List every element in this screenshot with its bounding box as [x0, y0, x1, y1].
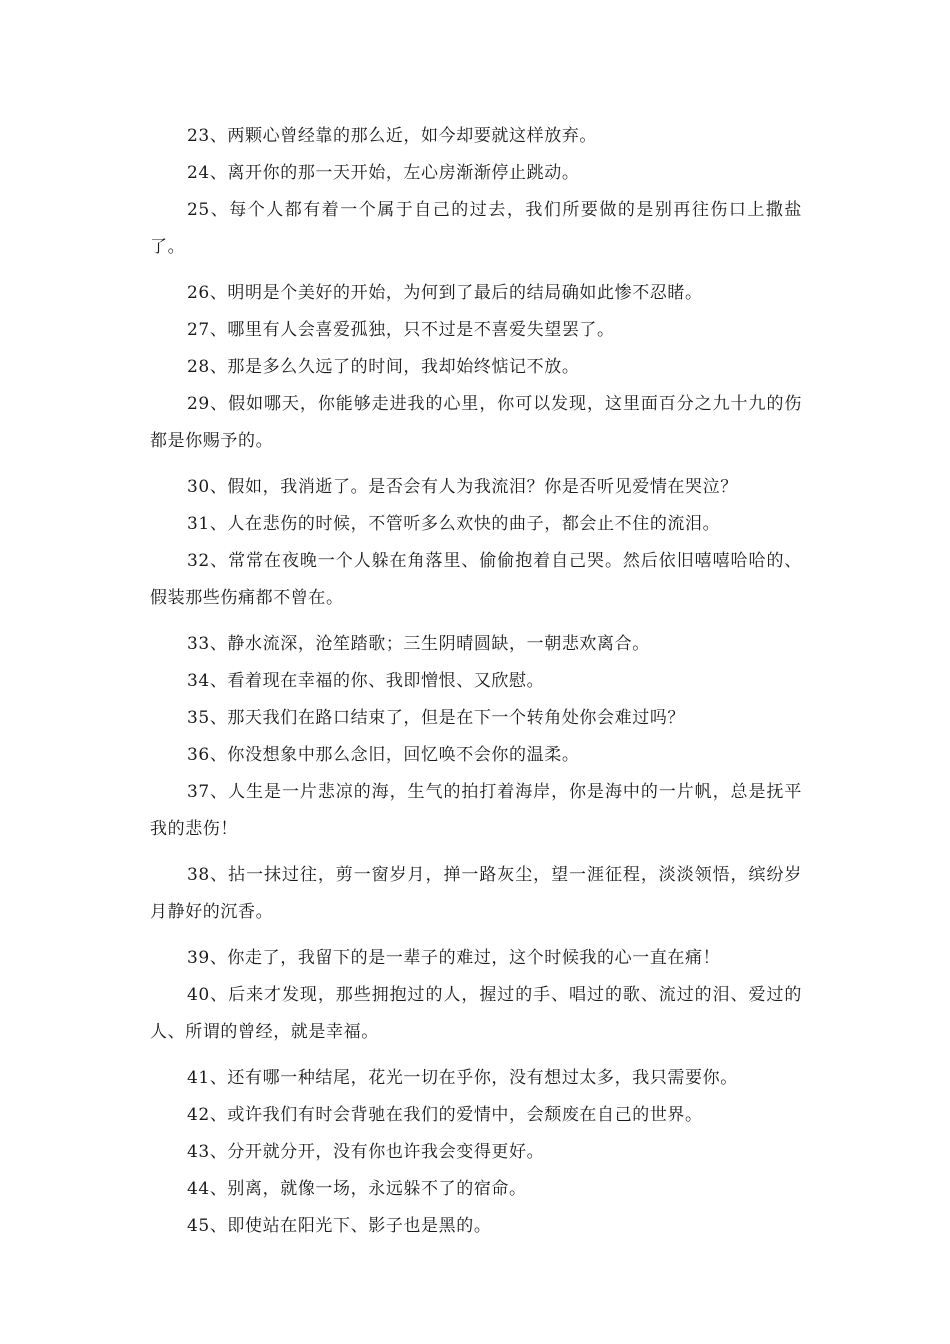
paragraph-29: 29、假如哪天，你能够走进我的心里，你可以发现，这里面百分之九十九的伤都是你赐予的。: [150, 394, 802, 451]
paragraph-25: 25、每个人都有着一个属于自己的过去，我们所要做的是别再往伤口上撒盐了。: [150, 200, 802, 257]
paragraph-40: 40、后来才发现，那些拥抱过的人，握过的手、唱过的歌、流过的泪、爱过的人、所谓的曾经，就是幸福。: [150, 985, 802, 1042]
paragraph-44: 44、别离，就像一场，永远躲不了的宿命。: [187, 1179, 527, 1199]
paragraph-38: 38、拈一抹过往，剪一窗岁月，掸一路灰尘，望一涯征程，淡淡领悟，缤纷岁月静好的沉香。: [150, 865, 802, 922]
paragraph-28: 28、那是多么久远了的时间，我却始终惦记不放。: [187, 357, 580, 377]
paragraph-37: 37、人生是一片悲凉的海，生气的拍打着海岸，你是海中的一片帆，总是抚平我的悲伤！: [150, 782, 802, 839]
paragraph-39: 39、你走了，我留下的是一辈子的难过，这个时候我的心一直在痛！: [187, 948, 721, 968]
paragraph-32: 32、常常在夜晚一个人躲在角落里、偷偷抱着自己哭。然后依旧嘻嘻哈哈的、假装那些伤痛都不曾在。: [150, 551, 802, 608]
paragraph-23: 23、两颗心曾经靠的那么近，如今却要就这样放弃。: [187, 126, 598, 146]
paragraph-33: 33、静水流深，沧笙踏歌；三生阴晴圆缺，一朝悲欢离合。: [187, 634, 650, 654]
paragraph-35: 35、那天我们在路口结束了，但是在下一个转角处你会难过吗？: [187, 708, 686, 728]
paragraph-41: 41、还有哪一种结尾，花光一切在乎你，没有想过太多，我只需要你。: [187, 1068, 738, 1088]
paragraph-43: 43、分开就分开，没有你也许我会变得更好。: [187, 1142, 545, 1162]
paragraph-27: 27、哪里有人会喜爱孤独，只不过是不喜爱失望罢了。: [187, 320, 615, 340]
paragraph-30: 30、假如，我消逝了。是否会有人为我流泪？你是否听见爱情在哭泣？: [187, 477, 738, 497]
document-body: [150, 118, 802, 1245]
paragraph-31: 31、人在悲伤的时候，不管听多么欢快的曲子，都会止不住的流泪。: [187, 514, 721, 534]
paragraph-36: 36、你没想象中那么念旧，回忆唤不会你的温柔。: [187, 745, 580, 765]
paragraph-45: 45、即使站在阳光下、影子也是黑的。: [187, 1216, 492, 1236]
paragraph-26: 26、明明是个美好的开始，为何到了最后的结局确如此惨不忍睹。: [187, 283, 703, 303]
paragraph-34: 34、看着现在幸福的你、我即憎恨、又欣慰。: [187, 671, 545, 691]
paragraph-42: 42、或许我们有时会背驰在我们的爱情中，会颓废在自己的世界。: [187, 1105, 703, 1125]
paragraph-24: 24、离开你的那一天开始，左心房渐渐停止跳动。: [187, 163, 580, 183]
